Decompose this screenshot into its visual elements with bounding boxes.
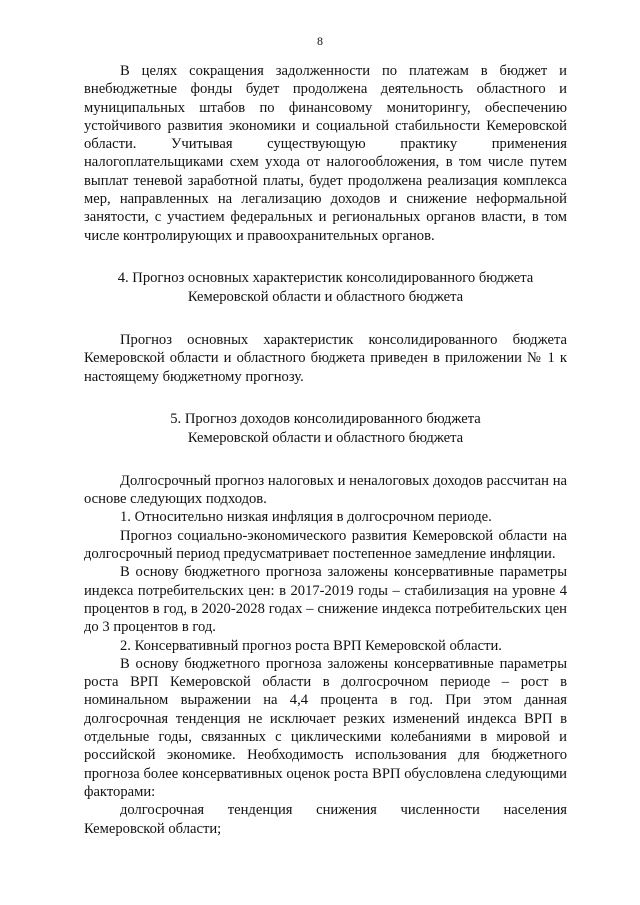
section-4-heading (84, 269, 567, 307)
section-5-heading-line-2: Кемеровской области и областного бюджета (187, 429, 464, 446)
page-number: 8 (317, 34, 323, 48)
section-5-heading (84, 410, 567, 448)
paragraph-cpi-parameters: В основу бюджетного прогноза заложены консервативные параметры индекса потребительских цен: в 2017-2019 годы – стабилизация на уровне 4 процентов в год, в 2020-2028 годах – снижение индекса потребительских цен до 3 процентов в год. (84, 564, 567, 636)
paragraph-population-decline: долгосрочная тенденция снижения численности населения Кемеровской области; (84, 802, 567, 837)
paragraph-grp-parameters: В основу бюджетного прогноза заложены консервативные параметры роста ВРП Кемеровской области в долгосрочном периоде – рост в номинальном выражении на 4,4 процента в год. При этом данная долгосрочная тенденция не исключает резких изменений индекса ВРП в отдельные годы, связанных с циклическими колебаниями в мировой и российской экономике. Необходимость использования для бюджетного прогноза более консервативных оценок роста ВРП обусловлена следующими факторами: (84, 655, 567, 800)
paragraph-section-4: Прогноз основных характеристик консолидированного бюджета Кемеровской области и областного бюджета приведен в приложении № 1 к настоящему бюджетному прогнозу. (84, 331, 567, 385)
document-body (84, 62, 567, 838)
paragraph-forecast-approaches: Долгосрочный прогноз налоговых и неналоговых доходов рассчитан на основе следующих подходов. (84, 472, 567, 508)
paragraph-debt-reduction: В целях сокращения задолженности по платежам в бюджет и внебюджетные фонды будет продолжена деятельность областного и муниципальных штабов по финансовому мониторингу, обеспечению устойчивого развития экономики и социальной стабильности Кемеровской области. Учитывая существующую практику применения налогоплательщиками схем ухода от налогообложения, в том числе путем выплат теневой заработной платы, будет продолжена реализация комплекса мер, направленных на легализацию доходов и снижение неформальной занятости, с участием федеральных и региональных органов власти, в том числе контролирующих и правоохранительных органов. (84, 63, 567, 244)
section-4-heading-line-2: Кемеровской области и областного бюджета (187, 288, 464, 305)
paragraph-inflation-forecast: Прогноз социально-экономического развития Кемеровской области на долгосрочный период предусматривает постепенное замедление инфляции. (84, 527, 567, 563)
paragraph-low-inflation-point: 1. Относительно низкая инфляция в долгосрочном периоде. (120, 509, 492, 526)
paragraph-grp-point: 2. Консервативный прогноз роста ВРП Кемеровской области. (120, 637, 502, 654)
section-5-heading-line-1: 5. Прогноз доходов консолидированного бюджета (170, 410, 481, 427)
section-4-heading-line-1: 4. Прогноз основных характеристик консолидированного бюджета (117, 269, 534, 286)
